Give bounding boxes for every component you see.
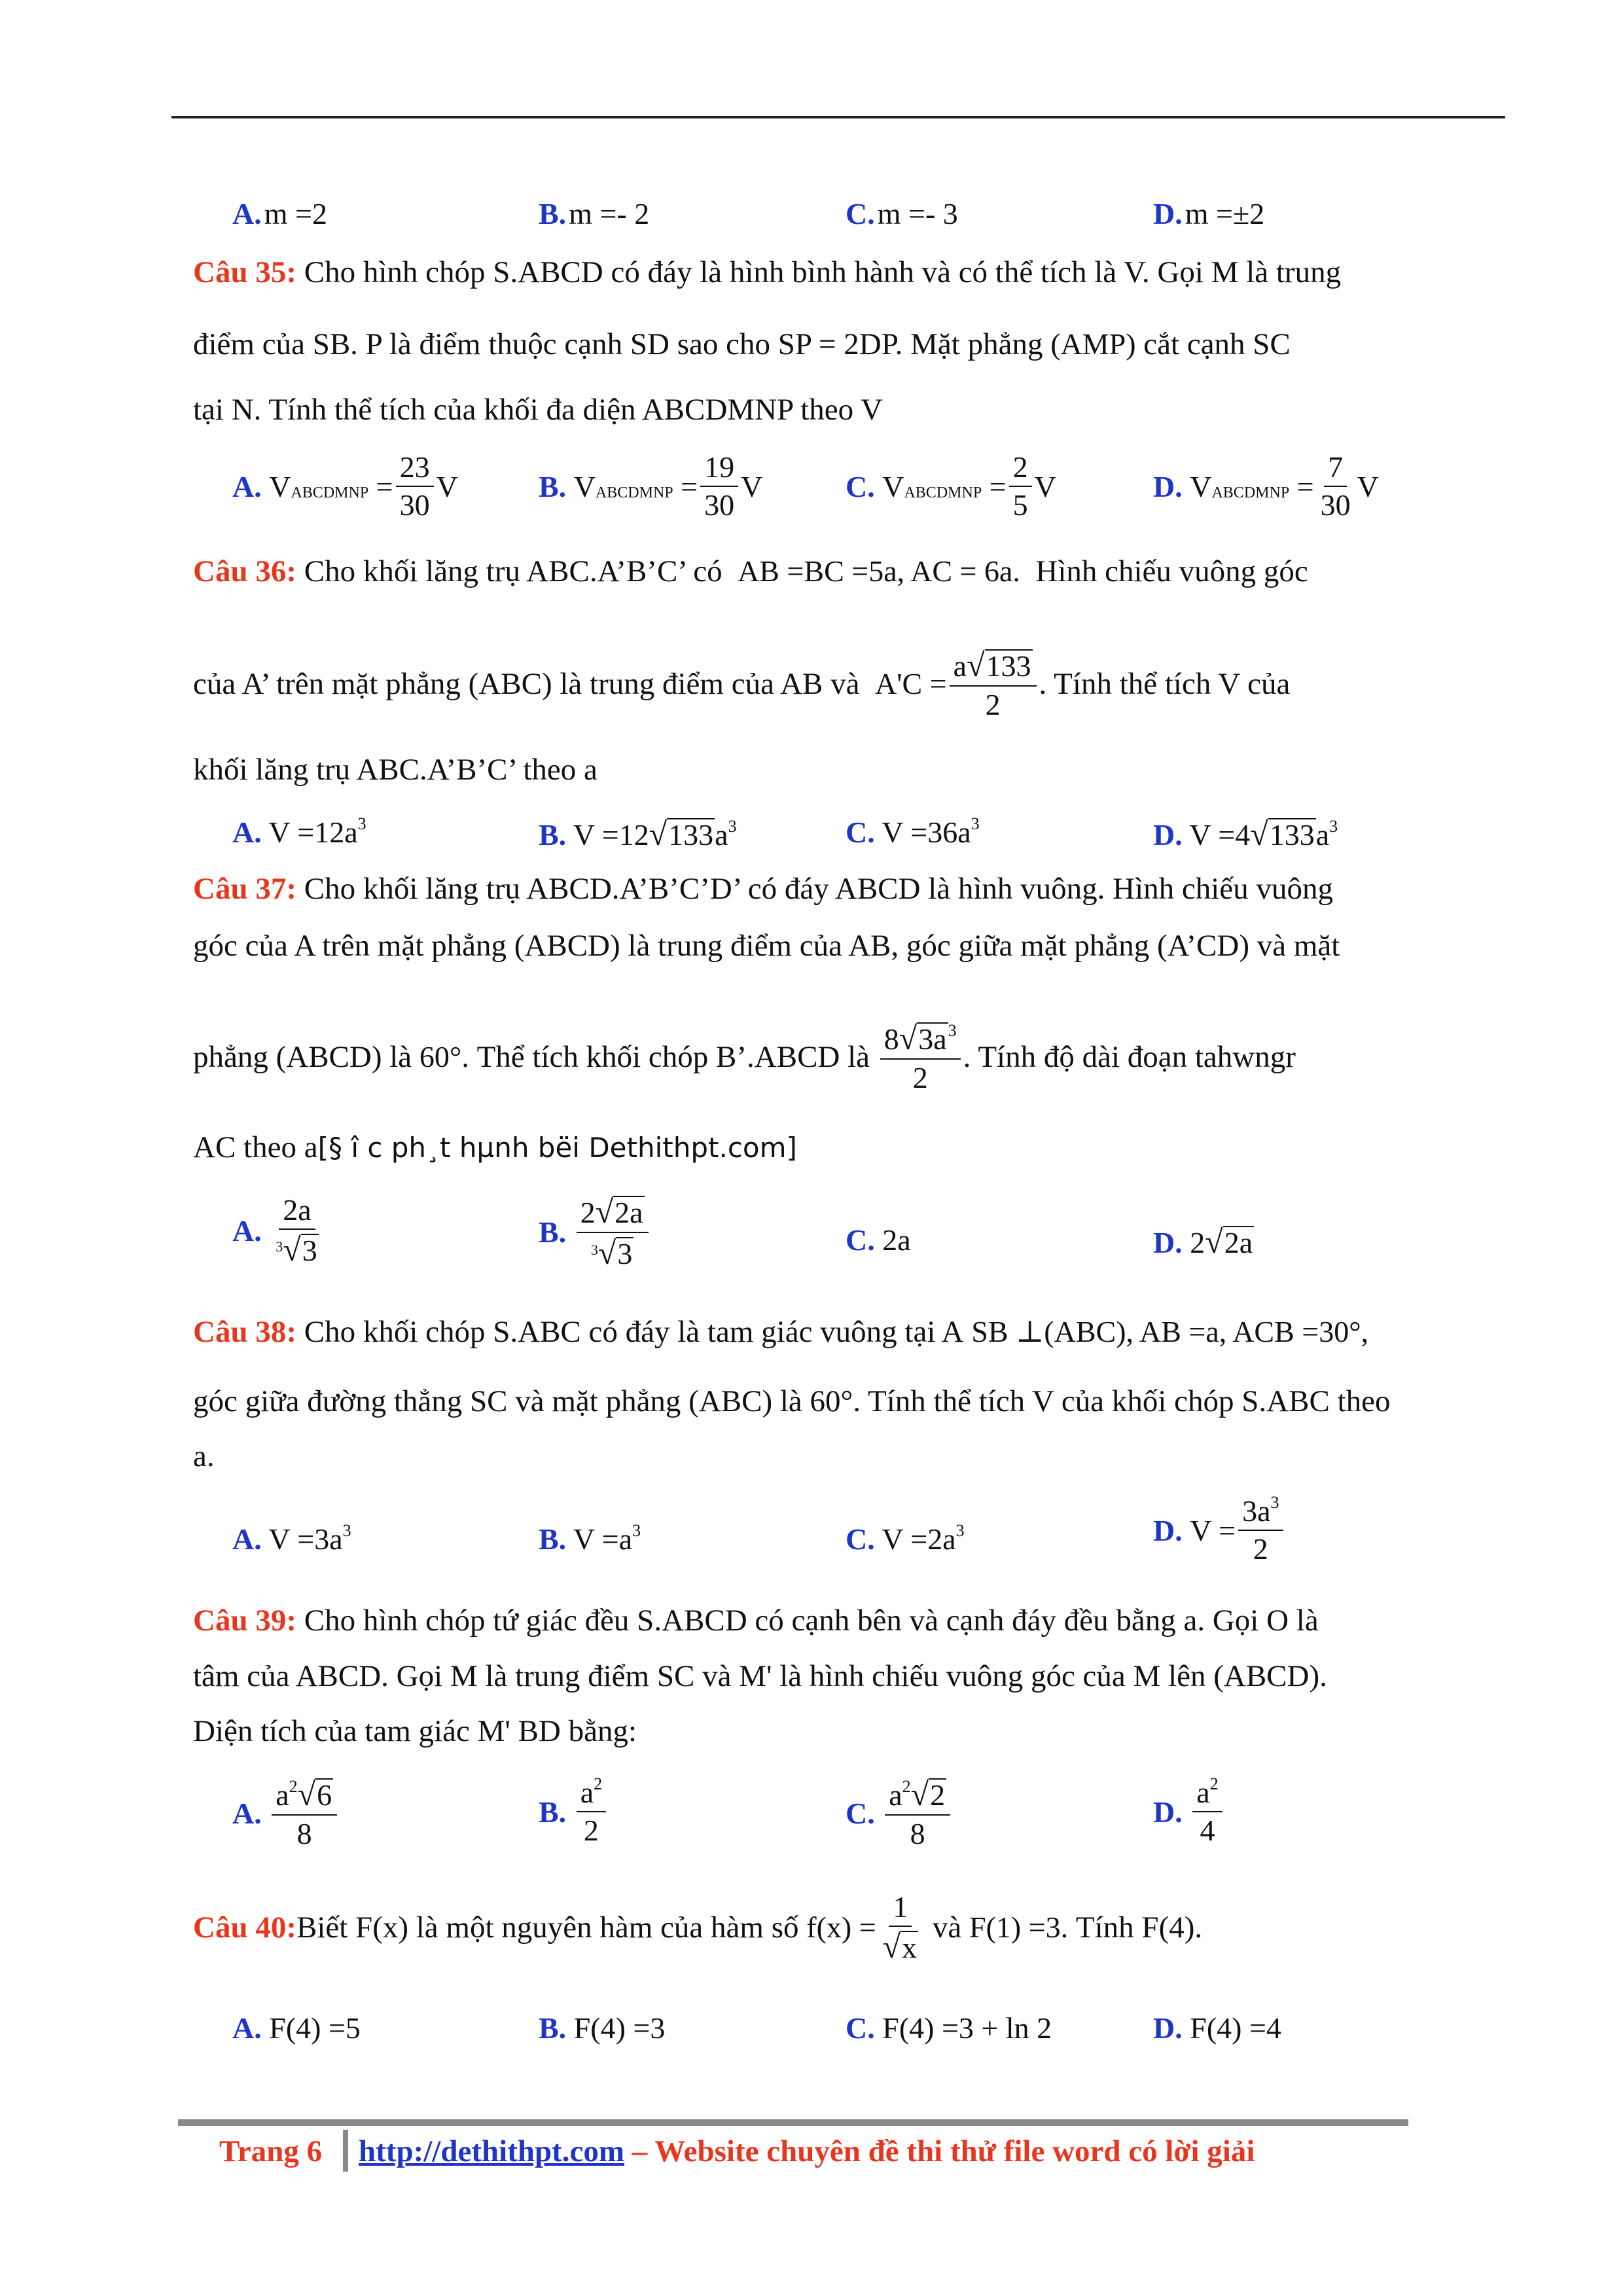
option-b-label: B. [539, 1795, 567, 1829]
q37-b-index: 3 [590, 1241, 598, 1258]
q37-a-index: 3 [276, 1238, 283, 1255]
q39-option-a-fraction: $\frac{a^2√6}{8}$ [272, 1777, 337, 1850]
option-d-label: D. [1153, 1513, 1183, 1547]
q37-b-num-rad: 2a [615, 1196, 643, 1229]
q39-option-c-fraction: $\frac{a^2√2}{8}$ [885, 1777, 950, 1850]
q36-num-rad: 133 [986, 649, 1031, 683]
q40-option-d: F(4) =4 [1190, 2011, 1281, 2045]
q37-line3c: . Tính độ dài đoạn tahwngr [963, 1039, 1296, 1074]
q37-a-rad: 3 [302, 1234, 317, 1268]
q36-ac-eq: A'C = [875, 667, 947, 701]
q38-d-num: 3a [1242, 1494, 1271, 1528]
q34-option-c: m =- 3 [877, 197, 958, 230]
q37-title: Câu 37: [193, 872, 296, 906]
q37-option-d: 2 [1190, 1226, 1205, 1259]
q35-option-c-fraction [1009, 452, 1032, 522]
option-b-label: B. [539, 469, 567, 503]
footer-link[interactable]: http://dethithpt.com [359, 2134, 625, 2168]
q37-option-b-fraction: $\frac{2√2a}{^3√3}$ [577, 1194, 649, 1270]
q39-line2: tâm của ABCD. Gọi M là trung điểm SC và M' là hình chiếu vuông góc của M lên (ABCD). [193, 1659, 1327, 1693]
q39-d-exp: 2 [1209, 1774, 1219, 1793]
q35-title: Câu 35: [193, 255, 296, 289]
q37-line3a: phẳng (ABCD) là [193, 1039, 412, 1074]
q35-b-den: 30 [704, 488, 735, 522]
q37-line2: góc của A trên mặt phẳng (ABCD) là trung điểm của AB, góc giữa mặt phẳng (A’CD) và mặt [193, 929, 1340, 963]
q39-option-d-fraction [1192, 1774, 1222, 1848]
option-b-label: B. [539, 2011, 567, 2045]
q35-a-eq: = [376, 469, 393, 503]
option-d-label: D. [1153, 1226, 1183, 1259]
q38-option-b: V =a [573, 1522, 633, 1556]
q38-d-exp: 3 [1270, 1493, 1279, 1512]
q36-option-c: V =36a [882, 816, 971, 849]
q36-line1a: Cho khối lăng trụ ABC.A’B’C’ có [296, 554, 722, 588]
q35-a-num: 23 [396, 452, 434, 487]
q37-watermark: [§ î c ph¸t hµnh bëi Dethithpt.com] [317, 1132, 797, 1164]
q36-d-exp: 3 [1329, 817, 1338, 836]
q35-d-v2: V [1357, 469, 1379, 503]
page-number: Trang 6 [219, 2134, 323, 2168]
q36-line2a: của A’ trên mặt phẳng (ABC) là trung điểm của AB và [193, 666, 860, 701]
q35-d-v: V [1190, 469, 1212, 503]
q35-c-num: 2 [1009, 452, 1032, 487]
q35-c-eq: = [989, 469, 1007, 503]
option-a-label: A. [232, 1796, 262, 1830]
q38-b-exp: 3 [632, 1521, 641, 1540]
footer-tagline: – Website chuyên đề thi thử file word có lời giải [624, 2134, 1255, 2168]
q36-b-exp: 3 [728, 817, 737, 836]
option-a-label: A. [232, 469, 262, 503]
q39-d-den: 4 [1200, 1814, 1215, 1848]
q35-b-num: 19 [700, 452, 738, 487]
q36-d-post: a [1315, 818, 1330, 852]
header-rule [171, 116, 1505, 118]
q35-d-sub: ABCDMNP [1211, 484, 1290, 501]
q36-b-post: a [715, 818, 728, 852]
q35-plane-amp: (AMP) [1050, 327, 1136, 361]
q34-option-a: m =2 [264, 197, 327, 230]
option-a-label: A. [232, 2011, 262, 2045]
q38-option-d: V = [1190, 1513, 1236, 1547]
q35-line3: tại N. Tính thể tích của khối đa diện ABCDMNP theo V [193, 393, 883, 427]
q39-c-rad: 2 [930, 1778, 946, 1812]
q39-title: Câu 39: [193, 1604, 296, 1638]
q38-option-d-fraction [1238, 1493, 1283, 1566]
q38-given: SB ⊥(ABC), AB =a, ACB =30°, [971, 1315, 1369, 1348]
q35-option-d-fraction [1317, 452, 1355, 522]
q35-a-v: V [269, 469, 291, 503]
option-c-label: C. [846, 469, 875, 503]
q39-b-num: a [580, 1776, 594, 1809]
q36-option-d: V =4 [1189, 818, 1251, 852]
q40-option-b: F(4) =3 [573, 2011, 666, 2045]
q36-den: 2 [985, 687, 1001, 721]
option-d-label: D. [1153, 2011, 1183, 2045]
footer-separator [343, 2130, 348, 2172]
q36-ac-fraction: $\frac{a√133}{2}$ [950, 648, 1037, 721]
option-b-label: B. [539, 818, 567, 852]
option-d-label: D. [1153, 197, 1183, 230]
q39-b-exp: 2 [594, 1774, 603, 1793]
q36-line1b: Hình chiếu vuông góc [1035, 554, 1308, 588]
q35-c-v2: V [1034, 469, 1056, 503]
q39-line1: Cho hình chóp tứ giác đều S.ABCD có cạnh bên và cạnh đáy đều bằng a. Gọi O là [296, 1604, 1319, 1638]
q37-option-c: 2a [882, 1223, 911, 1257]
q39-d-num: a [1196, 1776, 1210, 1809]
option-c-label: C. [846, 197, 875, 230]
q36-line2b: . Tính thể tích V của [1039, 666, 1291, 701]
q37-num-exp: 3 [948, 1021, 957, 1040]
option-a-label: A. [232, 816, 262, 849]
q35-d-eq: = [1296, 469, 1314, 503]
q38-c-exp: 3 [955, 1521, 965, 1540]
q40-line1a: Biết F(x) là một nguyên hàm của hàm số [296, 1910, 799, 1945]
q34-option-b: m =- 2 [569, 197, 650, 230]
q40-condition: F(1) =3. [969, 1910, 1069, 1945]
q35-line2b: cắt cạnh SC [1143, 327, 1291, 361]
q37-den: 2 [912, 1060, 928, 1094]
q35-b-eq: = [681, 469, 698, 503]
q37-a-num: 2a [279, 1194, 315, 1230]
q39-a-exp: 2 [289, 1777, 298, 1796]
q39-a-rad: 6 [317, 1778, 332, 1812]
q37-b-num-pre: 2 [580, 1196, 596, 1229]
q36-num-a: a [953, 649, 967, 683]
option-d-label: D. [1153, 1795, 1183, 1829]
q37-d-rad: 2a [1224, 1226, 1253, 1259]
option-c-label: C. [846, 1796, 875, 1830]
q39-c-exp: 2 [902, 1777, 911, 1796]
option-d-label: D. [1153, 469, 1183, 503]
q40-option-a: F(4) =5 [269, 2011, 361, 2045]
q38-line2: góc giữa đường thẳng SC và mặt phẳng (ABC) là 60°. Tính thể tích V của khối chóp S.ABC theo [193, 1384, 1391, 1418]
q36-title: Câu 36: [193, 554, 296, 588]
option-a-label: A. [232, 197, 262, 230]
q40-function-fraction: $\frac{1}{√x}$ [882, 1890, 918, 1965]
q38-option-a: V =3a [268, 1522, 343, 1556]
q38-d-den: 2 [1253, 1532, 1268, 1566]
q40-function: f(x) = [806, 1910, 876, 1945]
q36-b-rad: 133 [668, 818, 714, 852]
q35-option-a-fraction [396, 452, 434, 522]
option-b-label: B. [539, 197, 567, 230]
option-b-label: B. [539, 1522, 567, 1556]
q38-line3: a. [193, 1439, 215, 1473]
q39-option-b-fraction [577, 1774, 606, 1848]
q36-c-exp: 3 [971, 814, 980, 833]
q37-volume-fraction: $\frac{8√3a^3}{2}$ [880, 1021, 961, 1094]
q37-option-a-fraction: $\frac{2a}{^3√3}$ [276, 1193, 317, 1268]
q35-a-sub: ABCDMNP [291, 484, 369, 501]
q35-a-den: 30 [399, 488, 430, 522]
q40-line1c: Tính F(4). [1075, 1910, 1203, 1945]
q34-option-d: m =±2 [1185, 197, 1265, 230]
q35-b-v: V [573, 469, 596, 503]
option-a-label: A. [232, 1213, 262, 1247]
footer-rule [178, 2119, 1408, 2126]
q37-b-rad: 3 [617, 1236, 633, 1270]
q40-title: Câu 40: [193, 1910, 296, 1945]
q39-a-num: a [276, 1778, 289, 1812]
q35-b-v2: V [741, 469, 763, 503]
q37-line1: Cho khối lăng trụ ABCD.A’B’C’D’ có đáy ABCD là hình vuông. Hình chiếu vuông [296, 872, 1333, 906]
q40-option-c: F(4) =3 + ln 2 [882, 2011, 1052, 2045]
q40-den-rad: x [902, 1931, 918, 1965]
q35-line2a: điểm của SB. P là điểm thuộc cạnh SD sao cho SP = 2DP. Mặt phẳng [193, 327, 1043, 361]
q38-line1a: Cho khối chóp S.ABC có đáy là tam giác vuông tại A [296, 1315, 964, 1349]
option-a-label: A. [232, 1522, 262, 1556]
q38-option-c: V =2a [882, 1522, 956, 1556]
q35-d-den: 30 [1320, 488, 1351, 522]
q35-c-den: 5 [1012, 488, 1028, 522]
q38-a-exp: 3 [342, 1521, 351, 1540]
q40-line1b: và [932, 1910, 962, 1945]
q36-a-exp: 3 [357, 814, 366, 833]
q38-title: Câu 38: [193, 1315, 296, 1349]
q37-line3b: Thể tích khối chóp B’.ABCD là [476, 1039, 870, 1074]
q35-d-num: 7 [1324, 452, 1347, 487]
option-c-label: C. [846, 816, 875, 849]
q39-c-num: a [889, 1778, 902, 1812]
q39-c-den: 8 [910, 1816, 925, 1850]
q35-b-sub: ABCDMNP [595, 484, 673, 501]
q36-given: AB =BC =5a, AC = 6a. [738, 554, 1020, 588]
option-c-label: C. [846, 2011, 875, 2045]
q35-option-b-fraction [700, 452, 738, 522]
q37-num-rad: 3a [918, 1022, 947, 1056]
q40-num: 1 [889, 1892, 912, 1927]
q35-line1: Cho hình chóp S.ABCD có đáy là hình bình hành và có thể tích là V. Gọi M là trung [296, 255, 1342, 289]
option-b-label: B. [539, 1215, 567, 1249]
q37-num-pre: 8 [883, 1022, 899, 1056]
q36-line3: khối lăng trụ ABC.A’B’C’ theo a [193, 753, 597, 787]
option-c-label: C. [846, 1522, 875, 1556]
q36-option-b: V =12 [573, 818, 649, 852]
q36-option-a: V =12a [268, 816, 358, 849]
q39-b-den: 2 [583, 1814, 599, 1848]
option-c-label: C. [846, 1223, 875, 1257]
q35-c-v: V [882, 469, 904, 503]
q35-c-sub: ABCDMNP [904, 484, 982, 501]
q35-a-v2: V [436, 469, 458, 503]
q39-line3: Diện tích của tam giác M' BD bằng: [193, 1714, 637, 1748]
option-d-label: D. [1153, 818, 1183, 852]
q36-d-rad: 133 [1269, 818, 1315, 852]
q37-angle: 60°. [419, 1040, 469, 1074]
q37-line4a: AC theo a [193, 1130, 318, 1164]
q39-a-den: 8 [296, 1816, 312, 1850]
